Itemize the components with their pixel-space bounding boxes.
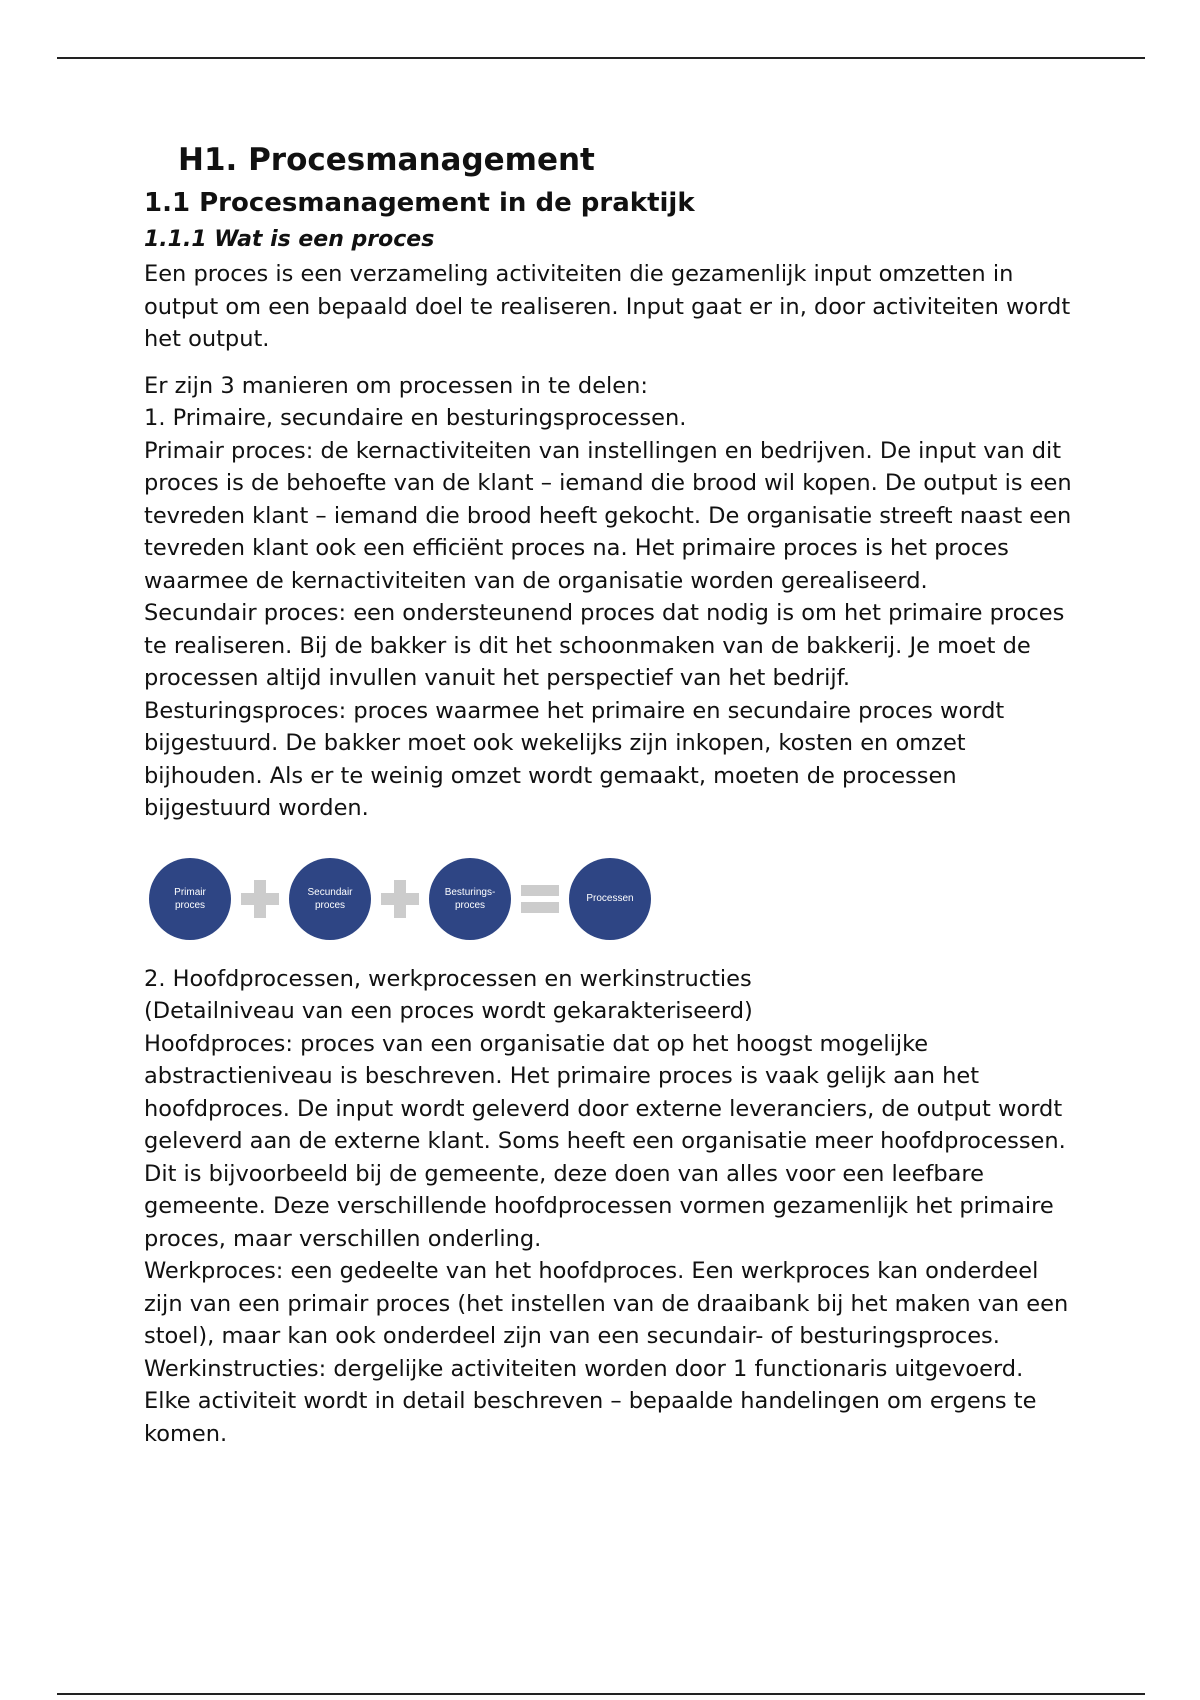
page-title: H1. Procesmanagement [178,142,595,178]
circle-label: Processen [586,893,634,904]
plus-icon [231,858,289,940]
processen-circle [569,858,651,940]
circle-label-line: proces [454,899,485,911]
list-heading: 1. Primaire, secundaire en besturingsprocessen. [144,405,687,431]
paragraph: Besturingsproces: proces waarmee het primaire en secundaire proces wordt bijgestuurd. De bakker moet ook wekelijks zijn inkopen, kosten en omzet bijhouden. Als er te weinig omzet wordt gemaakt, moeten de processen bijgestuurd worden. [144,697,1005,821]
circle-label-line: Secundair [307,886,353,898]
circle-label-line: proces [314,899,345,911]
paragraph: Een proces is een verzameling activiteiten die gezamenlijk input omzetten in output om een bepaald doel te realiseren. Input gaat er in, door activiteiten wordt het output. [144,261,1071,352]
secundair-proces-circle [289,858,371,940]
primair-proces-circle [149,858,231,940]
subsection-heading: 1.1.1 Wat is een proces [144,227,435,252]
footer-rule [57,1693,1145,1695]
besturingsproces-circle [429,858,511,940]
equals-icon [511,858,569,940]
paragraph: Secundair proces: een ondersteunend proces dat nodig is om het primaire proces te realiseren. Bij de bakker is dit het schoonmaken van de bakkerij. Je moet de processen altijd invullen vanuit het perspectief van het bedrijf. [144,600,1065,691]
section-heading: 1.1 Procesmanagement in de praktijk [144,188,695,218]
plus-icon [371,858,429,940]
circle-label-line: Primair [174,886,206,898]
process-diagram [149,853,1074,945]
paragraph: Er zijn 3 manieren om processen in te delen: [144,372,648,399]
paragraph: (Detailniveau van een proces wordt gekarakteriseerd) [144,998,753,1024]
circle-label-line: proces [174,899,205,911]
list-heading: 2. Hoofdprocessen, werkprocessen en werkinstructies [144,965,752,992]
paragraph: Werkproces: een gedeelte van het hoofdproces. Een werkproces kan onderdeel zijn van een primair proces (het instellen van de draaibank bij het maken van een stoel), maar kan ook onderdeel zijn van een secundair- of besturingsproces. [144,1258,1069,1349]
circle-label-line: Besturings- [444,886,496,898]
paragraph: Hoofdproces: proces van een organisatie dat op het hoogst mogelijke abstractieniveau is beschreven. Het primaire proces is vaak gelijk aan het hoofdproces. De input wordt geleverd door externe leveranciers, de output wordt geleverd aan de externe klant. Soms heeft een organisatie meer hoofdprocessen. Dit is bijvoorbeeld bij de gemeente, deze doen van alles voor een leefbare gemeente. Deze verschillende hoofdprocessen vormen gezamenlijk het primaire proces, maar verschillen onderling. [144,1030,1066,1252]
paragraph: Werkinstructies: dergelijke activiteiten worden door 1 functionaris uitgevoerd. Elke activiteit wordt in detail beschreven – bepaalde handelingen om ergens te komen. [144,1355,1037,1447]
document-body [144,140,1074,1450]
header-rule [57,57,1145,59]
paragraph: Primair proces: de kernactiviteiten van instellingen en bedrijven. De input van dit proces is de behoefte van de klant – iemand die brood wil kopen. De output is een tevreden klant – iemand die brood heeft gekocht. De organisatie streeft naast een tevreden klant ook een efficiënt proces na. Het primaire proces is het proces waarmee de kernactiviteiten van de organisatie worden gerealiseerd. [144,437,1072,594]
